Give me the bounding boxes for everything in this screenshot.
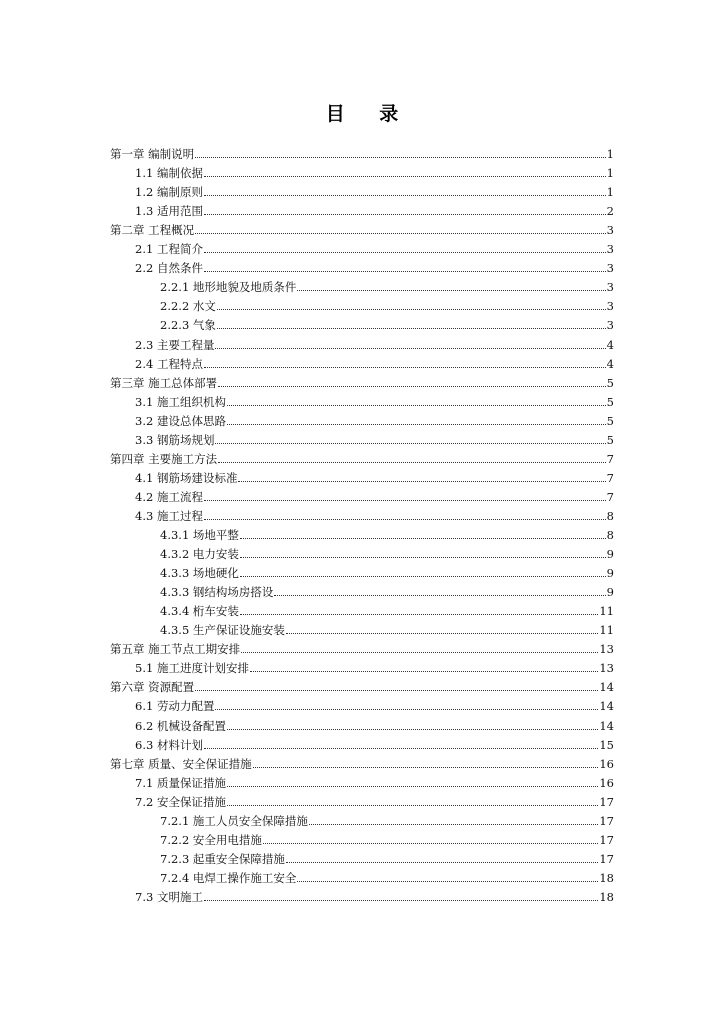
toc-entry-label: 第六章 资源配置 xyxy=(110,680,195,695)
toc-entry-page-number: 5 xyxy=(606,413,614,428)
toc-entry-label: 4.3.1 场地平整 xyxy=(160,528,239,542)
toc-entry[interactable] xyxy=(0,161,614,180)
toc-entry-page-number: 5 xyxy=(606,375,614,390)
toc-entry-label: 7.2 安全保证措施 xyxy=(135,794,226,809)
toc-entry-label: 6.2 机械设备配置 xyxy=(135,718,226,733)
toc-dot-leader xyxy=(309,823,598,825)
toc-entry-page-number: 1 xyxy=(606,147,614,161)
toc-entry-label: 1.2 编制原则 xyxy=(135,185,203,200)
toc-entry-label: 6.3 材料计划 xyxy=(135,737,203,752)
toc-entry-page-number: 11 xyxy=(599,604,614,619)
toc-entry-label: 4.3.4 桁车安装 xyxy=(160,604,239,619)
toc-entry-label: 第一章 编制说明 xyxy=(110,147,195,161)
toc-entry[interactable] xyxy=(0,447,614,466)
toc-dot-leader xyxy=(195,156,606,158)
toc-entry-label: 第二章 工程概况 xyxy=(110,223,195,238)
toc-entry-label: 6.1 劳动力配置 xyxy=(135,699,215,714)
toc-entry-label: 4.3.5 生产保证设施安装 xyxy=(160,623,285,638)
toc-entry-label: 3.3 钢筋场规划 xyxy=(135,432,215,447)
toc-entry[interactable] xyxy=(0,390,614,409)
toc-dot-leader xyxy=(204,499,606,501)
toc-entry-label: 第七章 质量、安全保证措施 xyxy=(110,756,252,771)
toc-entry-label: 7.3 文明施工 xyxy=(135,889,203,904)
toc-entry-page-number: 8 xyxy=(606,528,614,542)
toc-entry-page-number: 8 xyxy=(606,508,614,523)
toc-entry-label: 7.1 质量保证措施 xyxy=(135,775,226,790)
toc-entry-page-number: 7 xyxy=(606,489,614,504)
toc-entry[interactable] xyxy=(0,580,614,599)
toc-dot-leader xyxy=(240,613,598,615)
toc-entry-page-number: 14 xyxy=(599,699,614,714)
toc-dot-leader xyxy=(240,575,606,577)
toc-dot-leader xyxy=(227,785,598,787)
toc-entry-page-number: 14 xyxy=(599,718,614,733)
toc-dot-leader xyxy=(250,670,598,672)
toc-entry[interactable] xyxy=(0,790,614,809)
toc-dot-leader xyxy=(204,899,598,901)
toc-entry[interactable] xyxy=(0,409,614,428)
toc-entry[interactable] xyxy=(0,485,614,504)
toc-entry-page-number: 5 xyxy=(606,394,614,409)
toc-entry[interactable] xyxy=(0,428,614,447)
toc-entry-label: 2.3 主要工程量 xyxy=(135,337,215,352)
toc-dot-leader xyxy=(227,728,598,730)
toc-entry[interactable] xyxy=(0,542,614,561)
toc-entry-label: 4.3.3 钢结构场房搭设 xyxy=(160,585,274,600)
toc-entry[interactable] xyxy=(0,199,614,218)
toc-entry-page-number: 15 xyxy=(599,737,614,752)
toc-entry[interactable] xyxy=(0,523,614,542)
toc-dot-leader xyxy=(195,689,598,691)
toc-entry-page-number: 1 xyxy=(606,185,614,200)
toc-entry[interactable] xyxy=(0,618,614,637)
toc-entry-page-number: 16 xyxy=(599,775,614,790)
toc-entry-page-number: 17 xyxy=(599,851,614,866)
toc-entry-label: 2.1 工程简介 xyxy=(135,242,203,257)
toc-entry-page-number: 13 xyxy=(599,661,614,676)
toc-dot-leader xyxy=(227,404,606,406)
toc-entry-label: 4.1 钢筋场建设标准 xyxy=(135,470,238,485)
toc-entry-label: 7.2.3 起重安全保障措施 xyxy=(160,851,285,866)
toc-entry[interactable] xyxy=(0,333,614,352)
toc-entry[interactable] xyxy=(0,847,614,866)
toc-entry-label: 4.2 施工流程 xyxy=(135,489,203,504)
toc-entry-page-number: 13 xyxy=(599,642,614,657)
toc-entry[interactable] xyxy=(0,771,614,790)
toc-entry-page-number: 17 xyxy=(599,832,614,847)
toc-dot-leader xyxy=(217,308,606,310)
toc-dot-leader xyxy=(204,175,606,177)
toc-dot-leader xyxy=(297,289,605,291)
toc-dot-leader xyxy=(286,632,598,634)
toc-entry-label: 1.1 编制依据 xyxy=(135,166,203,181)
toc-entry-page-number: 3 xyxy=(606,261,614,276)
toc-entry-page-number: 3 xyxy=(606,280,614,295)
toc-entry[interactable] xyxy=(0,714,614,733)
toc-entry[interactable] xyxy=(0,561,614,580)
toc-entry[interactable] xyxy=(0,371,614,390)
toc-entry-label: 2.2.2 水文 xyxy=(160,299,216,314)
toc-dot-leader xyxy=(218,461,606,463)
toc-entry-label: 第四章 主要施工方法 xyxy=(110,451,218,466)
toc-entry-page-number: 9 xyxy=(606,566,614,581)
toc-title: 目 录 xyxy=(325,103,413,125)
toc-entry-page-number: 3 xyxy=(606,242,614,257)
toc-entry-page-number: 2 xyxy=(606,204,614,219)
toc-entry[interactable] xyxy=(0,694,614,713)
toc-entry-label: 2.2 自然条件 xyxy=(135,261,203,276)
toc-entry-label: 3.1 施工组织机构 xyxy=(135,394,226,409)
toc-dot-leader xyxy=(240,537,606,539)
toc-entry[interactable] xyxy=(0,809,614,828)
toc-entry-label: 4.3.2 电力安装 xyxy=(160,547,239,562)
toc-dot-leader xyxy=(204,194,606,196)
toc-dot-leader xyxy=(218,385,606,387)
toc-entry-page-number: 17 xyxy=(599,813,614,828)
toc-entry[interactable] xyxy=(0,866,614,885)
toc-entry-label: 2.2.3 气象 xyxy=(160,318,216,333)
toc-dot-leader xyxy=(204,366,606,368)
toc-dot-leader xyxy=(240,556,606,558)
toc-entry-page-number: 3 xyxy=(606,318,614,333)
toc-entry-page-number: 1 xyxy=(606,166,614,181)
toc-entry[interactable] xyxy=(0,218,614,237)
toc-dot-leader xyxy=(217,327,606,329)
toc-dot-leader xyxy=(227,804,598,806)
toc-entry[interactable] xyxy=(0,275,614,294)
toc-entry[interactable] xyxy=(0,294,614,313)
toc-entry-page-number: 5 xyxy=(606,432,614,447)
toc-entry-label: 1.3 适用范围 xyxy=(135,204,203,219)
toc-entry[interactable] xyxy=(0,180,614,199)
toc-entry[interactable] xyxy=(0,637,614,656)
toc-dot-leader xyxy=(274,594,605,596)
toc-entry[interactable] xyxy=(0,885,614,904)
toc-dot-leader xyxy=(204,518,606,520)
toc-entry-label: 7.2.2 安全用电措施 xyxy=(160,832,262,847)
toc-entry-page-number: 7 xyxy=(606,470,614,485)
toc-entry[interactable] xyxy=(0,733,614,752)
toc-dot-leader xyxy=(204,213,606,215)
toc-entry[interactable] xyxy=(0,256,614,275)
toc-entry-label: 7.2.1 施工人员安全保障措施 xyxy=(160,813,308,828)
toc-entry-label: 4.3 施工过程 xyxy=(135,508,203,523)
toc-entry[interactable] xyxy=(0,313,614,332)
toc-entry[interactable] xyxy=(0,599,614,618)
toc-entry-label: 第五章 施工节点工期安排 xyxy=(110,642,241,657)
toc-entry-page-number: 9 xyxy=(606,585,614,600)
toc-entry-page-number: 16 xyxy=(599,756,614,771)
toc-entry[interactable] xyxy=(0,504,614,523)
toc-entry[interactable] xyxy=(0,752,614,771)
toc-entry-label: 2.2.1 地形地貌及地质条件 xyxy=(160,280,297,295)
toc-dot-leader xyxy=(204,270,606,272)
toc-entry-page-number: 9 xyxy=(606,547,614,562)
toc-entry-page-number: 7 xyxy=(606,451,614,466)
toc-dot-leader xyxy=(215,708,598,710)
toc-entry-label: 7.2.4 电焊工操作施工安全 xyxy=(160,870,297,885)
toc-dot-leader xyxy=(263,842,598,844)
toc-entry[interactable] xyxy=(0,656,614,675)
toc-dot-leader xyxy=(238,480,605,482)
toc-entry-label: 2.4 工程特点 xyxy=(135,356,203,371)
toc-entry[interactable] xyxy=(0,237,614,256)
toc-entry-page-number: 17 xyxy=(599,794,614,809)
toc-entry-page-number: 14 xyxy=(599,680,614,695)
toc-entry-page-number: 11 xyxy=(599,623,614,638)
toc-entry-page-number: 4 xyxy=(606,337,614,352)
toc-entry[interactable] xyxy=(0,142,614,161)
toc-entry-label: 4.3.3 场地硬化 xyxy=(160,566,239,581)
toc-dot-leader xyxy=(297,880,598,882)
toc-dot-leader xyxy=(215,347,605,349)
toc-entry-label: 第三章 施工总体部署 xyxy=(110,375,218,390)
toc-entry-label: 5.1 施工进度计划安排 xyxy=(135,661,249,676)
toc-entry-page-number: 4 xyxy=(606,356,614,371)
toc-entry-page-number: 18 xyxy=(599,870,614,885)
toc-dot-leader xyxy=(215,442,605,444)
toc-dot-leader xyxy=(253,766,599,768)
toc-entry[interactable] xyxy=(0,675,614,694)
toc-entry[interactable] xyxy=(0,828,614,847)
toc-entry[interactable] xyxy=(0,466,614,485)
toc-dot-leader xyxy=(286,861,598,863)
toc-dot-leader xyxy=(227,423,606,425)
toc-entry-page-number: 18 xyxy=(599,889,614,904)
toc-entry-page-number: 3 xyxy=(606,299,614,314)
toc-entry-page-number: 3 xyxy=(606,223,614,238)
toc-dot-leader xyxy=(204,747,598,749)
toc-entry[interactable] xyxy=(0,352,614,371)
toc-entry-label: 3.2 建设总体思路 xyxy=(135,413,226,428)
toc-dot-leader xyxy=(195,232,606,234)
toc-dot-leader xyxy=(204,251,606,253)
toc-dot-leader xyxy=(241,651,598,653)
